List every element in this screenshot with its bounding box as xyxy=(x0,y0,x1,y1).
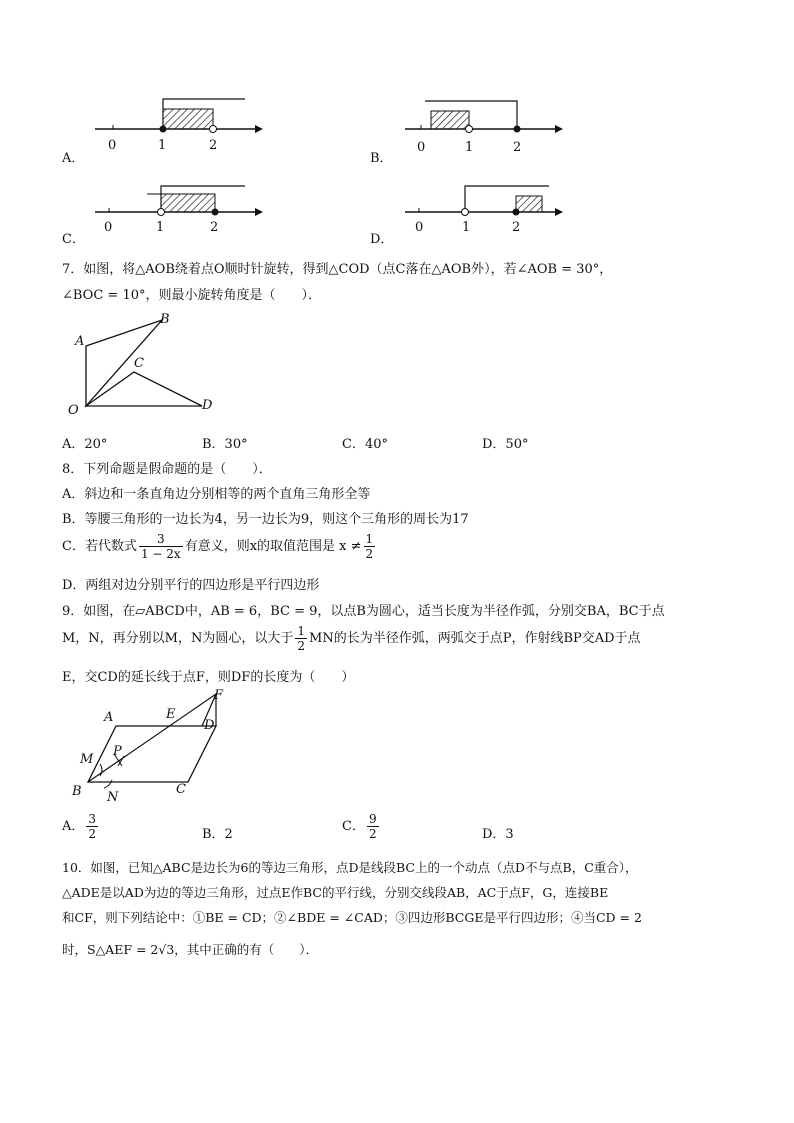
option-letter: B． xyxy=(370,151,393,166)
option-letter: A． xyxy=(62,819,85,834)
q9-stem-line3: E，交CD的延长线于点F，则DF的长度为（ ） xyxy=(62,670,355,685)
point-label-b: B xyxy=(72,784,82,799)
q9-option-b: B．2 xyxy=(202,827,233,842)
q7-option-b: B．30° xyxy=(202,437,248,452)
point-label-f: F xyxy=(214,688,224,703)
q8-c-middle: 有意义，则x的取值范围是 x ≠ xyxy=(184,539,362,554)
q10-stem-line2: △ADE是以AD为边的等边三角形，过点E作BC的平行线，分别交线段AB，AC于点F，G，连接BE xyxy=(62,885,609,900)
q8-option-c xyxy=(62,532,377,561)
point-label-b: B xyxy=(160,312,170,327)
q7-stem-line2: ∠BOC = 10°，则最小旋转角度是（ ）． xyxy=(62,288,321,303)
option-letter: C． xyxy=(62,232,85,247)
number-line-d xyxy=(405,180,565,225)
q10-stem-line1: 10．如图，已知△ABC是边长为6的等边三角形，点D是线段BC上的一个动点（点D不与点B，C重合）， xyxy=(62,860,638,875)
numerator: 3 xyxy=(88,812,97,826)
denominator: 2 xyxy=(368,827,377,841)
q9-option-a xyxy=(62,812,100,841)
point-label-m: M xyxy=(80,752,94,767)
q9-line2-suffix: MN的长为半径作弧，两弧交于点P，作射线BP交AD于点 xyxy=(309,631,641,646)
tick-label: 1 xyxy=(158,138,167,153)
number-line-c xyxy=(95,180,265,225)
q9-stem-line2 xyxy=(62,624,641,653)
q7-stem-line1: 7．如图，将△AOB绕着点O顺时针旋转，得到△COD（点C落在△AOB外），若∠AOB = 30°， xyxy=(62,262,613,277)
q9-stem-line1: 9．如图，在▱ABCD中，AB = 6，BC = 9，以点B为圆心，适当长度为半径作弧，分别交BA，BC于点 xyxy=(62,604,665,619)
option-letter: A． xyxy=(62,151,85,166)
option-letter: C． xyxy=(342,819,365,834)
q7-option-d: D．50° xyxy=(482,437,529,452)
denominator: 1 − 2x xyxy=(140,547,181,561)
point-label-d: D xyxy=(204,718,215,733)
q10-stem-line3: 和CF，则下列结论中：①BE = CD；②∠BDE = ∠CAD；③四边形BCGE是平行四边形；④当CD = 2 xyxy=(62,910,642,925)
q10-stem-line4: 时，S△AEF = 2√3，其中正确的有（ ）． xyxy=(62,942,319,957)
point-label-c: C xyxy=(134,356,144,371)
point-label-c: C xyxy=(176,782,186,797)
point-label-e: E xyxy=(166,707,176,722)
q8-c-prefix: C．若代数式 xyxy=(62,539,137,554)
q7-option-a: A．20° xyxy=(62,437,108,452)
point-label-o: O xyxy=(68,403,79,418)
option-letter: D． xyxy=(370,232,394,247)
fraction xyxy=(364,532,376,561)
tick-label: 2 xyxy=(210,220,219,235)
tick-label: 0 xyxy=(104,220,113,235)
fraction xyxy=(86,812,98,841)
numerator: 3 xyxy=(139,532,183,547)
denominator: 2 xyxy=(297,639,306,653)
numerator: 1 xyxy=(297,624,306,638)
number-line-a xyxy=(95,95,265,140)
number-line-b xyxy=(405,95,565,140)
numerator: 1 xyxy=(365,532,374,546)
q9-option-d: D．3 xyxy=(482,827,514,842)
q8-option-d: D．两组对边分别平行的四边形是平行四边形 xyxy=(62,578,320,593)
tick-label: 0 xyxy=(417,140,426,155)
point-label-p: P xyxy=(113,744,122,759)
tick-label: 0 xyxy=(415,220,424,235)
tick-label: 1 xyxy=(156,220,165,235)
denominator: 2 xyxy=(365,547,374,561)
tick-label: 2 xyxy=(513,140,522,155)
tick-label: 1 xyxy=(462,220,471,235)
q7-option-c: C．40° xyxy=(342,437,388,452)
q9-line2-prefix: M，N，再分别以M，N为圆心，以大于 xyxy=(62,631,294,646)
fraction xyxy=(139,532,183,561)
point-label-d: D xyxy=(202,398,213,413)
point-label-n: N xyxy=(107,790,119,805)
tick-label: 0 xyxy=(108,138,117,153)
tick-label: 2 xyxy=(209,138,218,153)
denominator: 2 xyxy=(88,827,97,841)
point-label-a: A xyxy=(75,334,85,349)
tick-label: 1 xyxy=(465,140,474,155)
point-label-a: A xyxy=(104,710,114,725)
numerator: 9 xyxy=(368,812,377,826)
q8-option-a: A．斜边和一条直角边分别相等的两个直角三角形全等 xyxy=(62,487,371,502)
tick-label: 2 xyxy=(512,220,521,235)
q8-option-b: B．等腰三角形的一边长为4，另一边长为9，则这个三角形的周长为17 xyxy=(62,512,469,527)
q9-option-c xyxy=(342,812,381,841)
fraction xyxy=(295,624,307,653)
fraction xyxy=(367,812,379,841)
q9-figure xyxy=(70,690,240,805)
q8-stem: 8．下列命题是假命题的是（ ）． xyxy=(62,462,272,477)
